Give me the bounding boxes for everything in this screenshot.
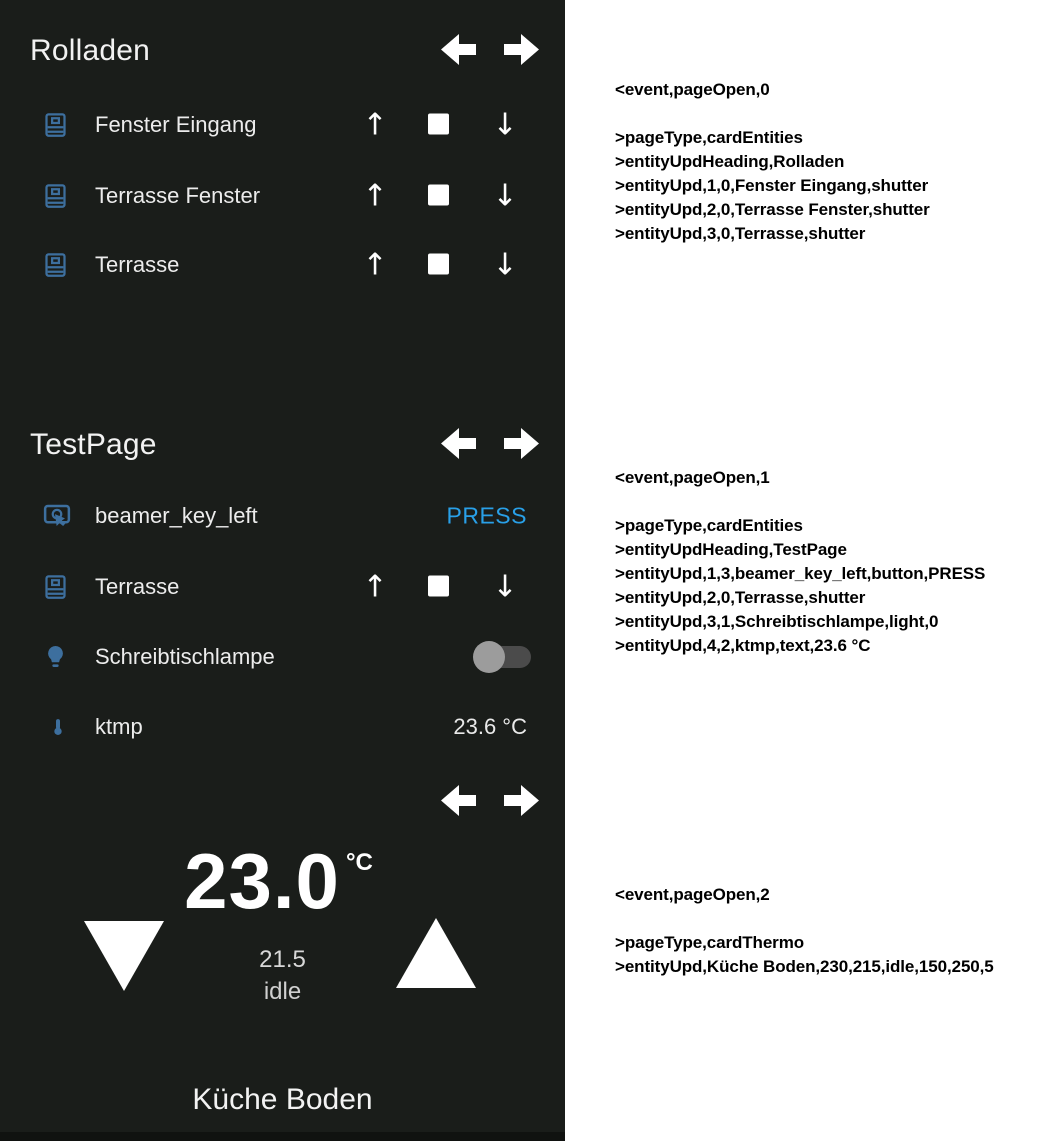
entity-value: 23.6 °C (453, 714, 527, 739)
protocol-blank-line (615, 102, 930, 126)
card-heading-testpage: TestPage (30, 428, 157, 461)
thermo-target-temp: 21.5 (259, 946, 306, 973)
entity-row-terrasse (0, 237, 565, 293)
shutter-up-button[interactable]: ↑ (362, 178, 388, 214)
shutter-icon (42, 572, 69, 603)
nav-prev-button[interactable] (440, 33, 477, 66)
shutter-down-button[interactable]: ↓ (492, 569, 518, 605)
protocol-block-page0 (615, 78, 930, 246)
page-nav-thermo (440, 784, 540, 817)
stop-square-icon (428, 185, 449, 206)
protocol-block-page2 (615, 883, 994, 979)
arrow-left-icon (440, 784, 477, 817)
shutter-stop-button[interactable] (420, 570, 456, 605)
thermo-title: Küche Boden (192, 1083, 373, 1116)
arrow-right-icon (503, 33, 540, 66)
shutter-stop-button[interactable] (420, 179, 456, 214)
shutter-up-button[interactable]: ↑ (362, 247, 388, 283)
protocol-line: >entityUpdHeading,TestPage (615, 540, 847, 559)
protocol-line: >entityUpd,1,0,Fenster Eingang,shutter (615, 176, 929, 195)
nav-next-button[interactable] (503, 427, 540, 460)
stop-square-icon (428, 254, 449, 275)
entity-label: Terrasse Fenster (95, 183, 261, 208)
page-nav-testpage (440, 427, 540, 460)
entity-label: ktmp (95, 714, 143, 739)
panel-bottom-strip (0, 1132, 565, 1141)
protocol-line: >pageType,cardEntities (615, 128, 803, 147)
protocol-line: >entityUpd,1,3,beamer_key_left,button,PRESS (615, 564, 986, 583)
nav-next-button[interactable] (503, 784, 540, 817)
light-toggle-switch[interactable] (473, 640, 531, 674)
arrow-left-icon (440, 427, 477, 460)
entity-label: beamer_key_left (95, 503, 258, 528)
protocol-line: >entityUpd,3,0,Terrasse,shutter (615, 224, 866, 243)
press-button[interactable]: PRESS (446, 502, 527, 529)
shutter-stop-button[interactable] (420, 248, 456, 283)
stop-square-icon (428, 114, 449, 135)
protocol-event-line: <event,pageOpen,2 (615, 885, 770, 904)
shutter-down-button[interactable]: ↓ (492, 107, 518, 143)
arrow-right-icon (503, 427, 540, 460)
gesture-tap-button-icon (42, 501, 72, 531)
protocol-event-line: <event,pageOpen,0 (615, 80, 770, 99)
protocol-blank-line (615, 907, 994, 931)
entity-row-ktmp (0, 699, 565, 755)
shutter-icon (42, 110, 69, 141)
thermo-current-temp (0, 836, 561, 927)
toggle-knob (473, 641, 505, 673)
protocol-line: >entityUpdHeading,Rolladen (615, 152, 845, 171)
shutter-up-button[interactable]: ↑ (362, 107, 388, 143)
protocol-line: >entityUpd,3,1,Schreibtischlampe,light,0 (615, 612, 939, 631)
protocol-line: >entityUpd,4,2,ktmp,text,23.6 °C (615, 636, 871, 655)
entity-label: Fenster Eingang (95, 112, 257, 137)
entity-row-terrasse-fenster (0, 168, 565, 224)
shutter-down-button[interactable]: ↓ (492, 247, 518, 283)
arrow-right-icon (503, 784, 540, 817)
entity-row-fenster-eingang (0, 97, 565, 153)
page-nav-rolladen (440, 33, 540, 66)
arrow-left-icon (440, 33, 477, 66)
entity-row-terrasse-2 (0, 559, 565, 615)
stop-square-icon (428, 576, 449, 597)
protocol-blank-line (615, 490, 985, 514)
nav-prev-button[interactable] (440, 784, 477, 817)
protocol-block-page1 (615, 466, 985, 658)
current-temp-value: 23.0 (184, 837, 340, 925)
protocol-line: >pageType,cardEntities (615, 516, 803, 535)
protocol-line: >entityUpd,2,0,Terrasse,shutter (615, 588, 866, 607)
thermo-state: idle (263, 978, 302, 1005)
shutter-up-button[interactable]: ↑ (362, 569, 388, 605)
entity-label: Terrasse (95, 574, 180, 599)
nav-next-button[interactable] (503, 33, 540, 66)
card-heading-rolladen: Rolladen (30, 34, 151, 67)
lightbulb-icon (42, 642, 69, 672)
nav-prev-button[interactable] (440, 427, 477, 460)
shutter-stop-button[interactable] (420, 108, 456, 143)
shutter-down-button[interactable]: ↓ (492, 178, 518, 214)
shutter-icon (42, 181, 69, 212)
protocol-line: >entityUpd,Küche Boden,230,215,idle,150,250,5 (615, 957, 994, 976)
thermometer-icon (48, 712, 68, 743)
shutter-icon (42, 250, 69, 281)
entity-label: Terrasse (95, 252, 180, 277)
entity-row-beamer-key-left (0, 488, 565, 544)
entity-label: Schreibtischlampe (95, 644, 275, 669)
protocol-line: >pageType,cardThermo (615, 933, 804, 952)
temp-unit: °C (345, 849, 373, 876)
protocol-line: >entityUpd,2,0,Terrasse Fenster,shutter (615, 200, 930, 219)
entity-row-schreibtischlampe (0, 629, 565, 685)
protocol-event-line: <event,pageOpen,1 (615, 468, 770, 487)
